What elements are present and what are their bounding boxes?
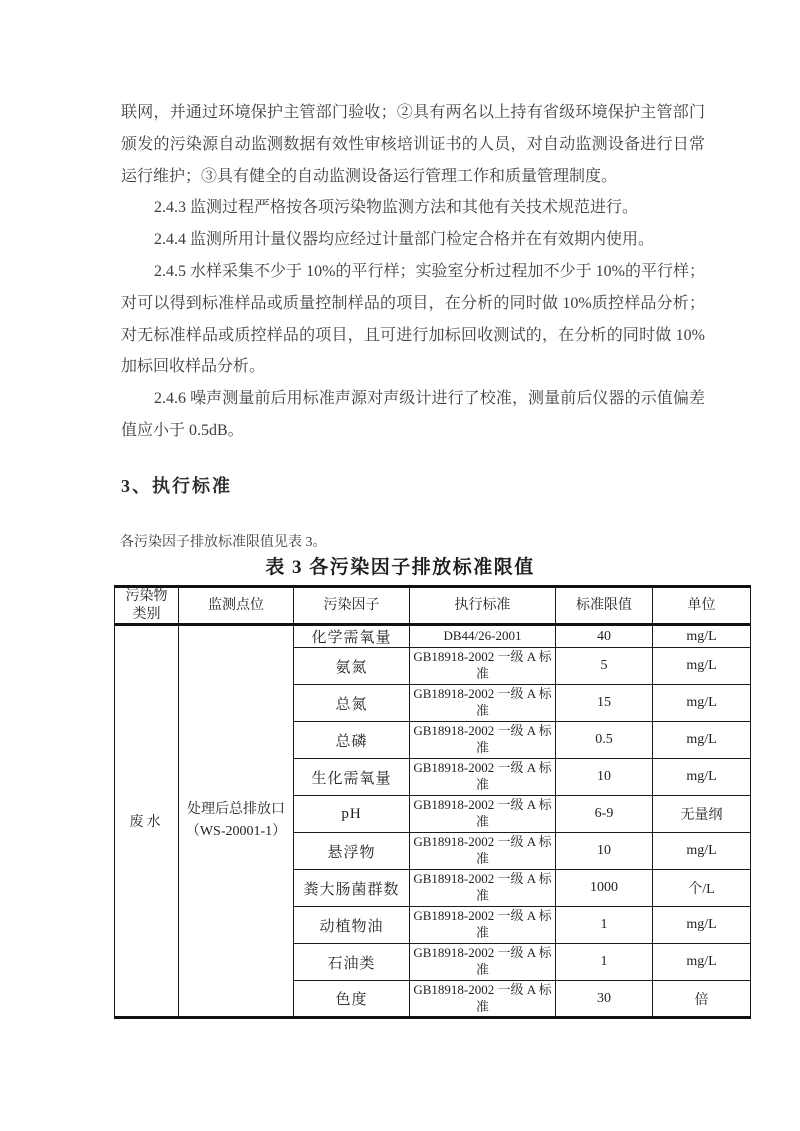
cell-unit: mg/L xyxy=(653,944,751,981)
cell-standard: GB18918-2002 一级 A 标准 xyxy=(410,759,556,796)
cell-limit: 15 xyxy=(556,685,653,722)
table-row xyxy=(115,625,751,648)
header-executed-standard: 执行标准 xyxy=(410,587,556,625)
cell-limit: 30 xyxy=(556,981,653,1018)
cell-limit: 10 xyxy=(556,759,653,796)
cell-limit: 0.5 xyxy=(556,722,653,759)
header-standard-limit: 标准限值 xyxy=(556,587,653,625)
monitoring-point-code: （WS-20001-1） xyxy=(185,824,287,839)
paragraph-2-4-5: 2.4.5 水样采集不少于 10%的平行样；实验室分析过程加不少于 10%的平行样；对可以得到标准样品或质量控制样品的项目，在分析的同时做 10%质控样品分析；对无标准样品或质控样品的项目，且可进行加标回收测试的，在分析的同时做 10%加标回收样品分析。 xyxy=(121,262,705,376)
cell-unit: mg/L xyxy=(653,907,751,944)
cell-factor: pH xyxy=(294,796,410,833)
cell-standard: GB18918-2002 一级 A 标准 xyxy=(410,648,556,685)
cell-unit: 个/L xyxy=(653,870,751,907)
paragraph-continuation: 联网，并通过环境保护主管部门验收；②具有两名以上持有省级环境保护主管部门颁发的污染源自动监测数据有效性审核培训证书的人员，对自动监测设备进行日常运行维护；③具有健全的自动监测设备运行管理工作和质量管理制度。 xyxy=(121,104,705,185)
cell-unit: mg/L xyxy=(653,759,751,796)
paragraph-2-4-4: 2.4.4 监测所用计量仪器均应经过计量部门检定合格并在有效期内使用。 xyxy=(154,231,655,249)
cell-unit: 倍 xyxy=(653,981,751,1018)
cell-factor: 总磷 xyxy=(294,722,410,759)
table-intro-text: 各污染因子排放标准限值见表 3。 xyxy=(120,535,327,550)
cell-unit: mg/L xyxy=(653,722,751,759)
cell-unit: mg/L xyxy=(653,833,751,870)
paragraph-2-4-6: 2.4.6 噪声测量前后用标准声源对声级计进行了校准，测量前后仪器的示值偏差值应小于 0.5dB。 xyxy=(121,390,705,439)
header-pollutant-category-line2: 类别 xyxy=(132,606,161,622)
body-text-block xyxy=(121,97,705,447)
cell-factor: 化学需氧量 xyxy=(294,625,410,648)
cell-standard: DB44/26-2001 xyxy=(410,625,556,648)
paragraph-2-4-3: 2.4.3 监测过程严格按各项污染物监测方法和其他有关技术规范进行。 xyxy=(154,199,639,217)
cell-factor: 总氮 xyxy=(294,685,410,722)
cell-limit: 1 xyxy=(556,907,653,944)
cell-limit: 40 xyxy=(556,625,653,648)
cell-monitoring-point xyxy=(179,625,294,1018)
cell-factor: 色度 xyxy=(294,981,410,1018)
cell-factor: 石油类 xyxy=(294,944,410,981)
cell-limit: 10 xyxy=(556,833,653,870)
cell-standard: GB18918-2002 一级 A 标准 xyxy=(410,907,556,944)
header-pollutant-category-line1: 污染物 xyxy=(125,589,168,604)
cell-standard: GB18918-2002 一级 A 标准 xyxy=(410,944,556,981)
cell-standard: GB18918-2002 一级 A 标准 xyxy=(410,870,556,907)
monitoring-point-name: 处理后总排放口 xyxy=(187,801,285,817)
header-monitoring-point: 监测点位 xyxy=(179,587,294,625)
cell-factor: 氨氮 xyxy=(294,648,410,685)
cell-factor: 悬浮物 xyxy=(294,833,410,870)
cell-factor: 生化需氧量 xyxy=(294,759,410,796)
header-pollutant-category xyxy=(115,587,179,625)
cell-standard: GB18918-2002 一级 A 标准 xyxy=(410,981,556,1018)
header-unit: 单位 xyxy=(653,587,751,625)
cell-limit: 5 xyxy=(556,648,653,685)
cell-unit: mg/L xyxy=(653,648,751,685)
cell-unit: mg/L xyxy=(653,625,751,648)
section-heading: 3、执行标准 xyxy=(121,476,232,496)
cell-standard: GB18918-2002 一级 A 标准 xyxy=(410,796,556,833)
header-pollution-factor: 污染因子 xyxy=(294,587,410,625)
cell-unit: 无量纲 xyxy=(653,796,751,833)
cell-standard: GB18918-2002 一级 A 标准 xyxy=(410,833,556,870)
cell-factor: 动植物油 xyxy=(294,907,410,944)
standards-table xyxy=(114,585,751,1019)
cell-standard: GB18918-2002 一级 A 标准 xyxy=(410,685,556,722)
cell-pollutant-category: 废水 xyxy=(115,625,179,1018)
cell-limit: 1 xyxy=(556,944,653,981)
cell-standard: GB18918-2002 一级 A 标准 xyxy=(410,722,556,759)
table-caption: 表 3 各污染因子排放标准限值 xyxy=(265,557,535,578)
table-header-row xyxy=(115,587,751,625)
cell-limit: 1000 xyxy=(556,870,653,907)
cell-unit: mg/L xyxy=(653,685,751,722)
cell-factor: 粪大肠菌群数 xyxy=(294,870,410,907)
cell-limit: 6-9 xyxy=(556,796,653,833)
